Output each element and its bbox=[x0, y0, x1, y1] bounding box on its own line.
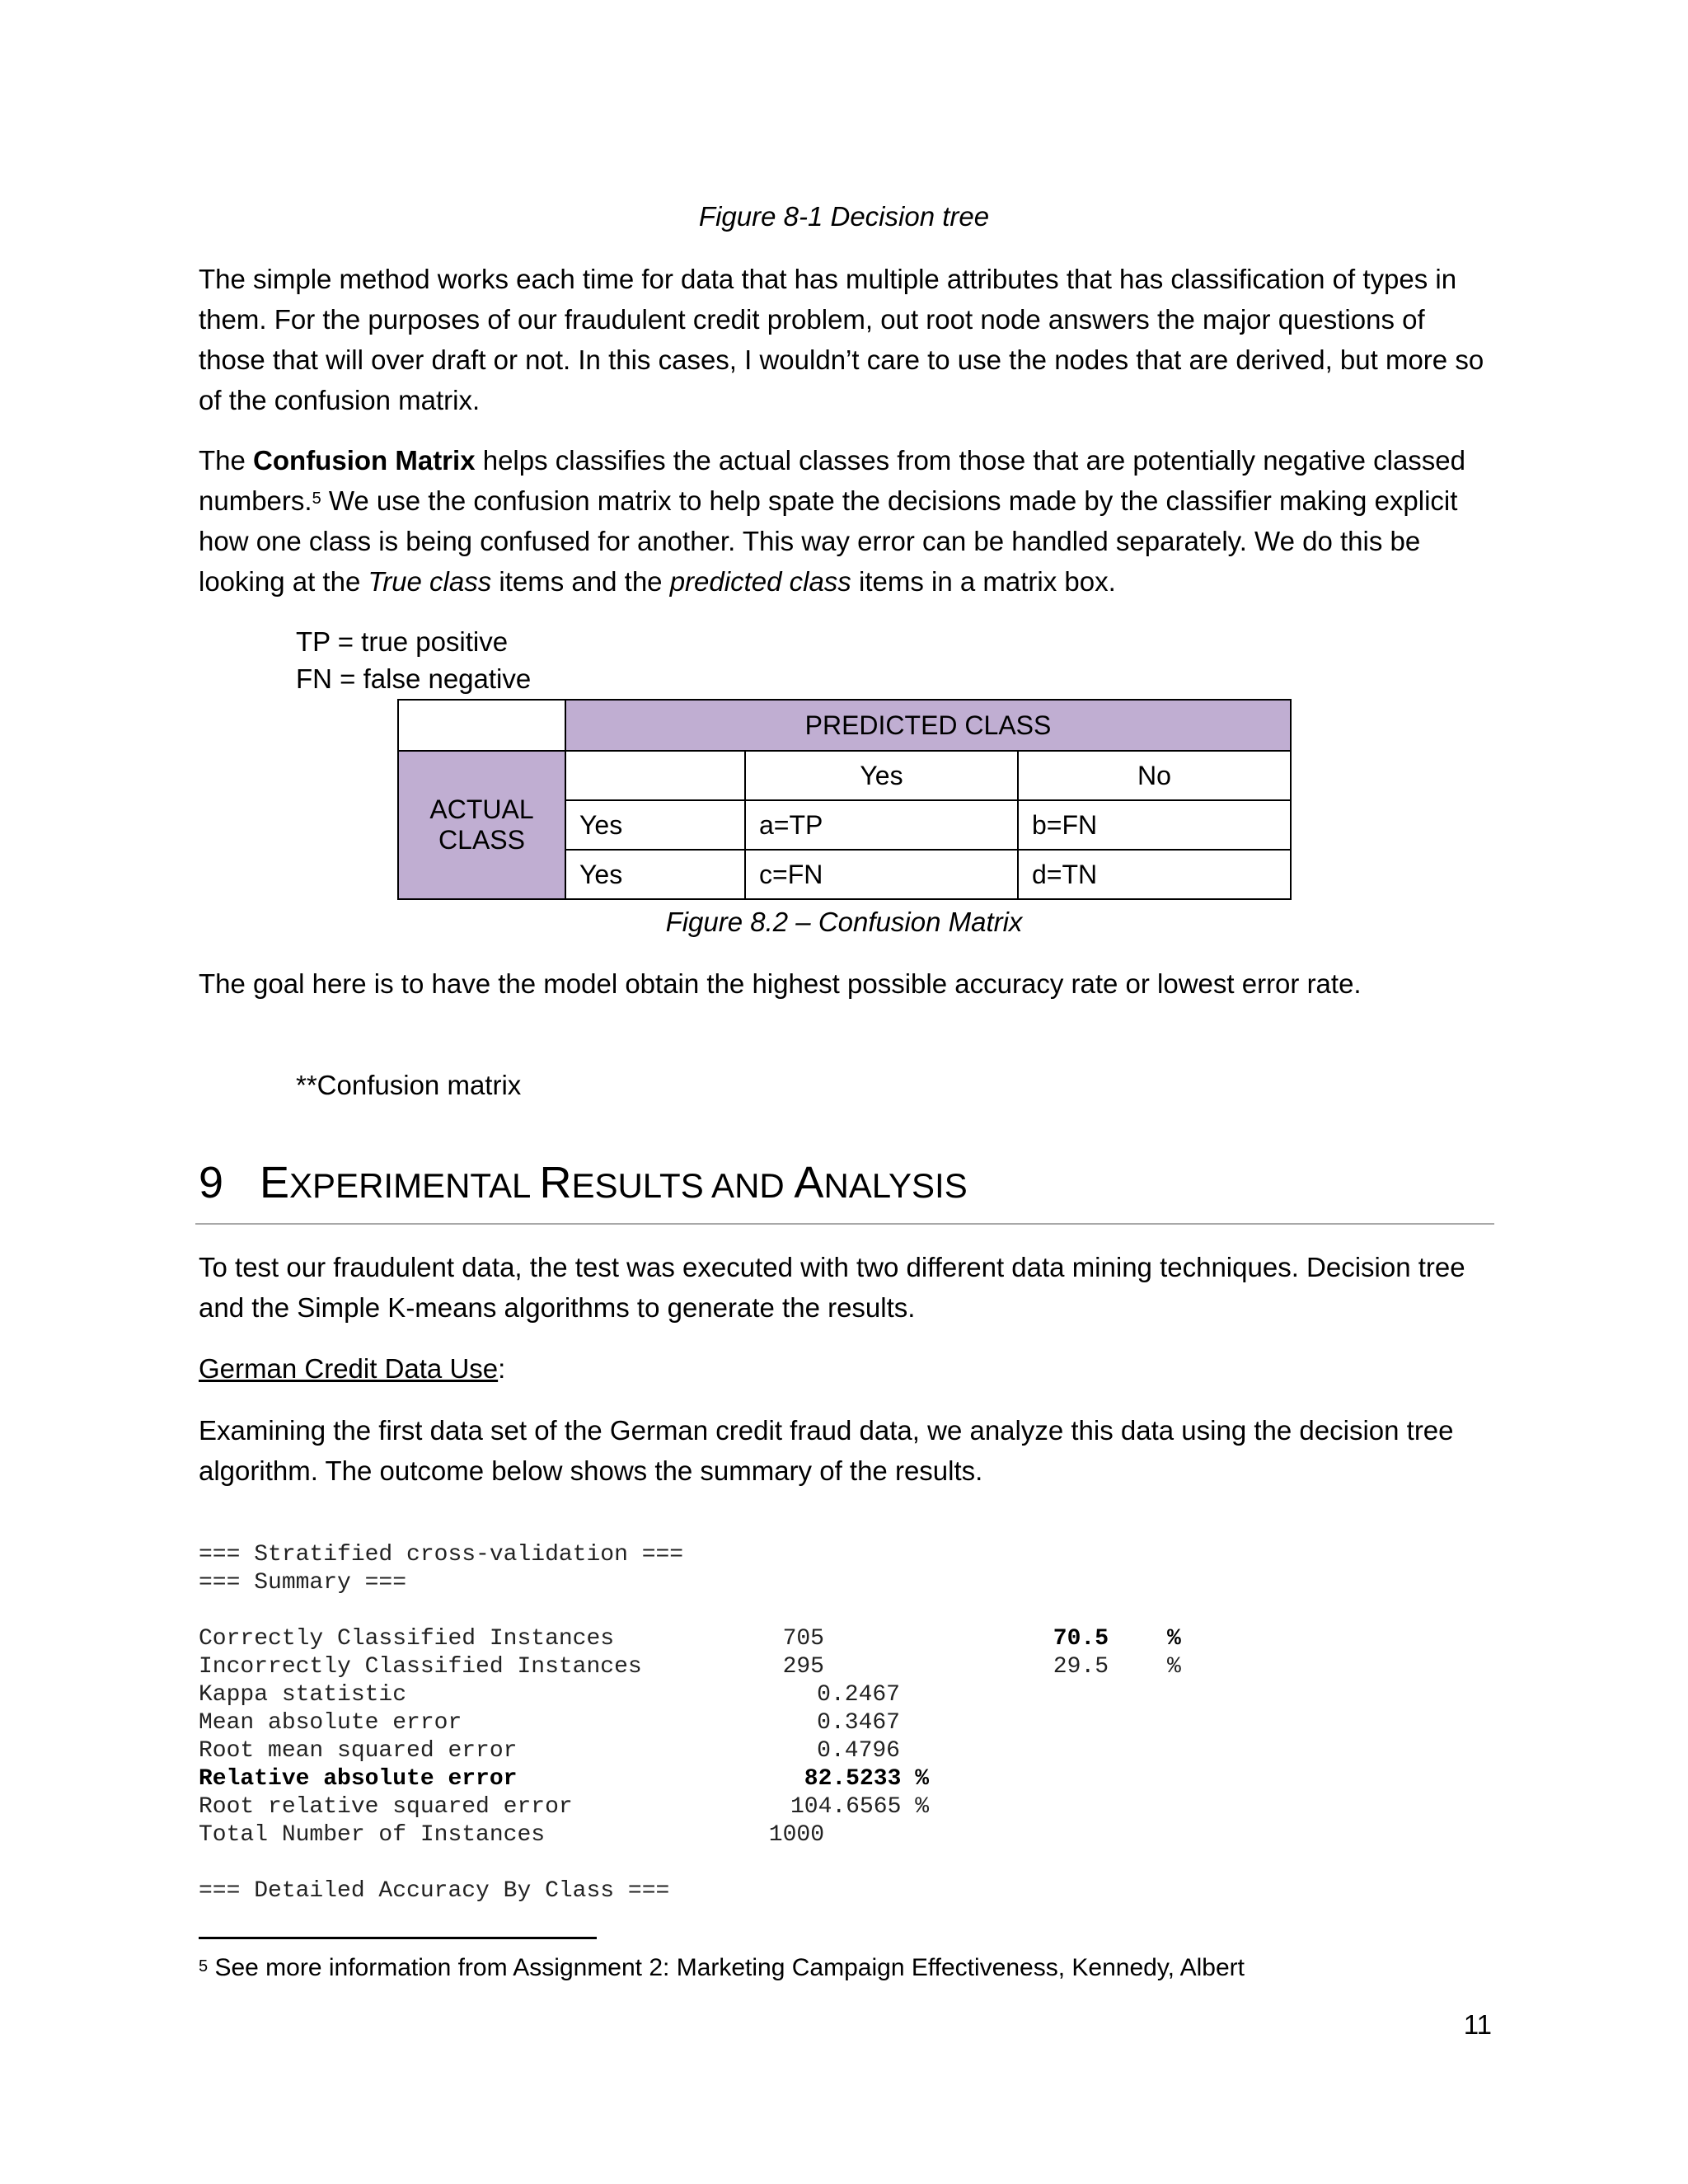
section-number: 9 bbox=[199, 1158, 224, 1207]
output-row-value: 0.3467 bbox=[817, 1710, 900, 1736]
output-row-value: 1000 bbox=[768, 1822, 824, 1848]
column-header-no: No bbox=[1017, 750, 1292, 801]
output-row-label: Incorrectly Classified Instances bbox=[199, 1654, 642, 1680]
footnote-separator bbox=[199, 1937, 597, 1939]
output-row-label: Relative absolute error bbox=[199, 1766, 518, 1792]
output-row-unit: % bbox=[1167, 1626, 1181, 1652]
paragraph-goal: The goal here is to have the model obtain the highest possible accuracy rate or lowest error rate. bbox=[199, 968, 1362, 999]
actual-class-header: ACTUAL CLASS bbox=[397, 750, 566, 900]
matrix-corner-cell bbox=[397, 699, 566, 752]
cell-false-negative: b=FN bbox=[1017, 799, 1292, 851]
subheading-text: German Credit Data Use bbox=[199, 1353, 499, 1384]
confusion-matrix-table bbox=[397, 699, 1292, 900]
output-row-label: Mean absolute error bbox=[199, 1710, 462, 1736]
heading-rule bbox=[195, 1223, 1494, 1225]
text-run: helps classifies the actual classes from those that are potentially negative classed numbers. bbox=[199, 445, 1466, 516]
output-row-unit: % bbox=[1167, 1654, 1181, 1680]
heading-smallcaps: XPERIMENTAL bbox=[289, 1166, 540, 1205]
footnote-text: See more information from Assignment 2: Marketing Campaign Effectiveness, Kennedy, Albert bbox=[208, 1954, 1245, 1981]
bold-term: Confusion Matrix bbox=[253, 445, 476, 476]
output-row-value: 295 bbox=[782, 1654, 824, 1680]
legend-tp: TP = true positive bbox=[296, 626, 509, 657]
heading-smallcaps: ESULTS AND bbox=[571, 1166, 795, 1205]
output-row-value: 82.5233 % bbox=[804, 1766, 929, 1792]
footnote-number: 5 bbox=[199, 1957, 209, 1975]
page-number: 11 bbox=[1463, 2009, 1492, 2040]
output-row-label: Kappa statistic bbox=[199, 1682, 407, 1708]
text-run: The bbox=[199, 445, 254, 476]
output-row-label: Root relative squared error bbox=[199, 1794, 573, 1820]
cell-true-positive: a=TP bbox=[744, 799, 1019, 851]
output-row-label: Total Number of Instances bbox=[199, 1822, 546, 1848]
figure-caption-decision-tree: Figure 8-1 Decision tree bbox=[698, 201, 990, 232]
text-run: We use the confusion matrix to help spate the decisions made by the classifier making explicit how one class is being confused for another. This way error can be handled separately. We do this be looking at the bbox=[199, 485, 1458, 597]
footnote-reference[interactable]: 5 bbox=[312, 490, 321, 508]
paragraph-test-intro: To test our fraudulent data, the test was executed with two different data mining techniques. Decision tree and the Simple K-means algorithms to generate the results. bbox=[199, 1252, 1465, 1323]
subheading-german-credit bbox=[199, 1348, 505, 1389]
heading-cap: E bbox=[260, 1158, 290, 1207]
output-header-summary: === Summary === bbox=[199, 1570, 407, 1596]
text-run: items and the bbox=[491, 566, 670, 597]
paragraph-confusion-matrix bbox=[199, 440, 1497, 602]
confusion-matrix-note: **Confusion matrix bbox=[296, 1070, 522, 1100]
cell-c-fn: c=FN bbox=[744, 849, 1019, 900]
heading-smallcaps: NALYSIS bbox=[823, 1166, 968, 1205]
heading-cap: R bbox=[539, 1158, 572, 1207]
legend-fn: FN = false negative bbox=[296, 663, 532, 694]
text-run: items in a matrix box. bbox=[851, 566, 1116, 597]
output-row-label: Correctly Classified Instances bbox=[199, 1626, 615, 1652]
row-label-yes: Yes bbox=[565, 849, 746, 900]
output-row-value: 0.4796 bbox=[817, 1738, 900, 1764]
subheading-colon: : bbox=[498, 1353, 506, 1384]
output-header-detailed: === Detailed Accuracy By Class === bbox=[199, 1878, 670, 1904]
paragraph-german-analysis: Examining the first data set of the German credit fraud data, we analyze this data using the decision tree algorithm. The outcome below shows the summary of the results. bbox=[199, 1415, 1454, 1486]
output-row-label: Root mean squared error bbox=[199, 1738, 518, 1764]
italic-term: predicted class bbox=[669, 566, 851, 597]
output-row-value: 104.6565 % bbox=[790, 1794, 929, 1820]
output-row-percent: 70.5 bbox=[1053, 1626, 1109, 1652]
output-header-stratified: === Stratified cross-validation === bbox=[199, 1542, 684, 1568]
figure-caption-confusion-matrix: Figure 8.2 – Confusion Matrix bbox=[665, 907, 1023, 937]
italic-term: True class bbox=[368, 566, 492, 597]
output-row-value: 0.2467 bbox=[817, 1682, 900, 1708]
paragraph-decision-tree: The simple method works each time for data that has multiple attributes that has classification of types in them. For the purposes of our fraudulent credit problem, out root node answers the major questions of those that will over draft or not. In this cases, I wouldn’t care to use the nodes that are derived, but more so of the confusion matrix. bbox=[199, 264, 1484, 415]
column-header-yes: Yes bbox=[744, 750, 1019, 801]
heading-cap: A bbox=[794, 1158, 824, 1207]
cell-true-negative: d=TN bbox=[1017, 849, 1292, 900]
output-row-value: 705 bbox=[782, 1626, 824, 1652]
matrix-empty-cell bbox=[565, 750, 746, 801]
section-heading bbox=[199, 1157, 968, 1208]
row-label-yes: Yes bbox=[565, 799, 746, 851]
output-row-percent: 29.5 bbox=[1053, 1654, 1109, 1680]
predicted-class-header: PREDICTED CLASS bbox=[565, 699, 1292, 752]
footnote bbox=[199, 1952, 1245, 1985]
